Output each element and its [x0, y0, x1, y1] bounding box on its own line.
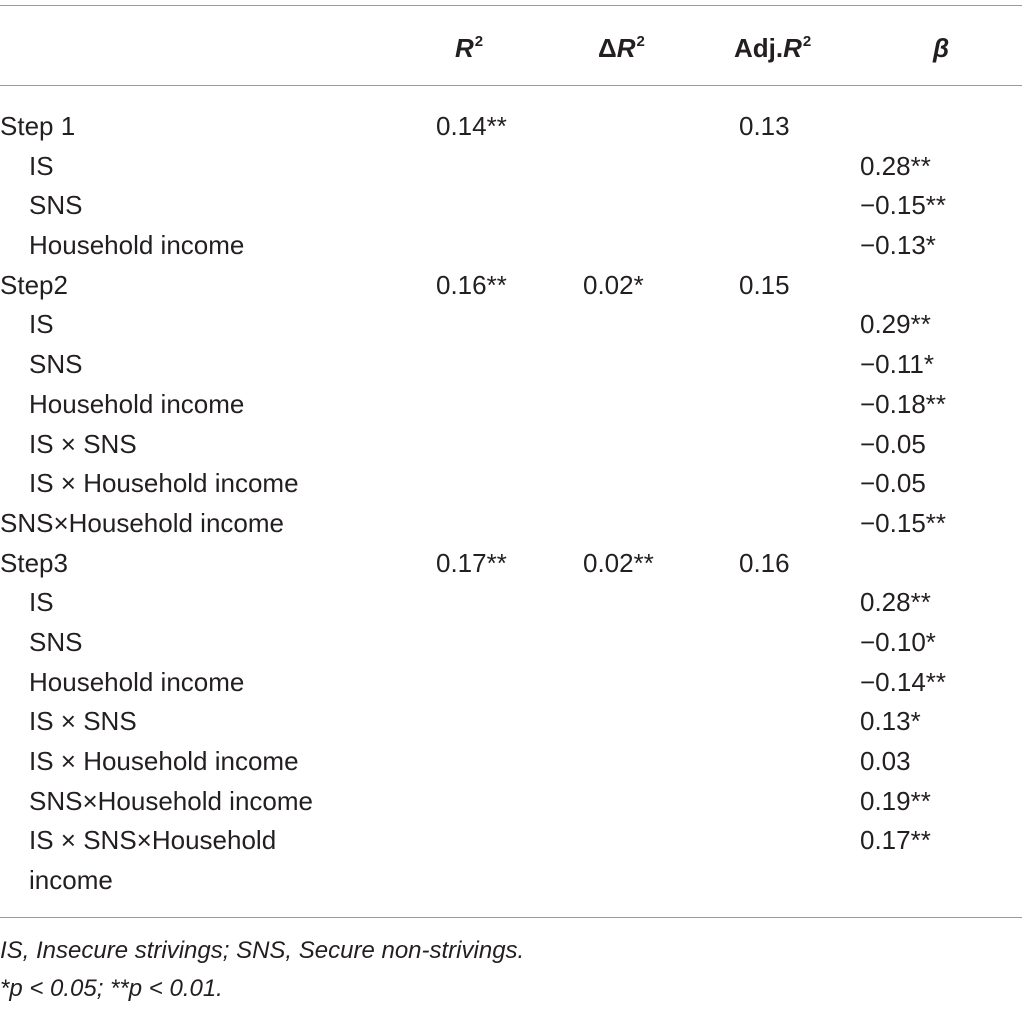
table-row: [0, 464, 1022, 504]
table-row: [0, 107, 1022, 147]
row-label: IS: [29, 309, 54, 340]
header-delta-r2: $\Delta R^2$: [598, 33, 645, 63]
row-label: Step 1: [0, 111, 76, 141]
beta-cell: 0.28**: [860, 150, 931, 181]
table-row: [0, 623, 1022, 663]
footnote-significance: *p < 0.05; **p < 0.01.: [0, 975, 223, 1002]
beta-cell: −0.15**: [860, 507, 947, 538]
adj-r2-cell: 0.13: [739, 111, 790, 141]
beta-cell: −0.18**: [860, 388, 947, 419]
beta-cell: 0.19**: [860, 785, 931, 816]
adj-r2-cell: 0.15: [739, 269, 790, 300]
header-r2: $R^2$: [455, 33, 484, 63]
row-label: IS × SNS: [29, 428, 137, 459]
header-beta: β: [933, 33, 950, 63]
row-label: Household income: [29, 666, 245, 697]
table-row: [0, 742, 1022, 782]
beta-cell: −0.11*: [860, 349, 934, 380]
footnote-abbreviations: IS, Insecure strivings; SNS, Secure non-strivings.: [0, 937, 525, 964]
table-row: [0, 544, 1022, 584]
table-top-rule: [0, 5, 1022, 6]
r2-cell: 0.17**: [436, 547, 507, 578]
table-row: [0, 702, 1022, 742]
row-label: Step3: [0, 547, 68, 578]
beta-cell: 0.28**: [860, 587, 931, 618]
table-header-rule: [0, 85, 1022, 86]
r2-cell: 0.14**: [436, 111, 507, 141]
beta-cell: 0.03: [860, 746, 911, 776]
row-label: Household income: [29, 230, 245, 261]
header-adj-r2: $Adj.R^2$: [734, 33, 812, 63]
table-row: [0, 782, 1022, 822]
row-label-text: IS × SNS×Household income: [29, 825, 277, 896]
r2-cell: 0.16**: [436, 269, 507, 300]
row-label: SNS: [29, 190, 83, 221]
row-label: Household income: [29, 388, 245, 419]
table-body: [0, 107, 1022, 901]
delta-r2-cell: 0.02**: [583, 547, 654, 578]
row-label: SNS×Household income: [29, 785, 313, 816]
row-label: SNS: [29, 349, 83, 380]
row-label: SNS: [29, 626, 83, 657]
row-label: SNS×Household income: [0, 507, 284, 538]
table-row: [0, 385, 1022, 425]
row-label: IS × Household income: [29, 746, 299, 776]
beta-cell: 0.29**: [860, 309, 931, 340]
table-row: [0, 305, 1022, 345]
table-row: [0, 345, 1022, 385]
table-row: [0, 504, 1022, 544]
beta-cell: −0.13*: [860, 230, 936, 261]
beta-cell: −0.10*: [860, 626, 936, 657]
table-row: [0, 583, 1022, 623]
beta-cell: −0.14**: [860, 666, 947, 697]
row-label: IS × Household income: [29, 468, 299, 499]
row-label: Step2: [0, 269, 68, 300]
row-label: [29, 821, 329, 900]
table-row: [0, 226, 1022, 266]
table-row: [0, 663, 1022, 703]
delta-r2-cell: 0.02*: [583, 269, 644, 300]
table-row: [0, 186, 1022, 226]
beta-cell: −0.15**: [860, 190, 947, 221]
row-label: IS × SNS: [29, 706, 137, 737]
beta-cell: −0.05: [860, 468, 926, 499]
row-label: IS: [29, 150, 54, 181]
table-bottom-rule: [0, 917, 1022, 918]
beta-cell: 0.17**: [860, 825, 931, 856]
table-row: [0, 425, 1022, 465]
table-row: [0, 147, 1022, 187]
beta-cell: 0.13*: [860, 706, 921, 737]
adj-r2-cell: 0.16: [739, 547, 790, 578]
table-row: [0, 266, 1022, 306]
beta-cell: −0.05: [860, 428, 926, 459]
row-label: IS: [29, 587, 54, 618]
table-row: [0, 821, 1022, 900]
